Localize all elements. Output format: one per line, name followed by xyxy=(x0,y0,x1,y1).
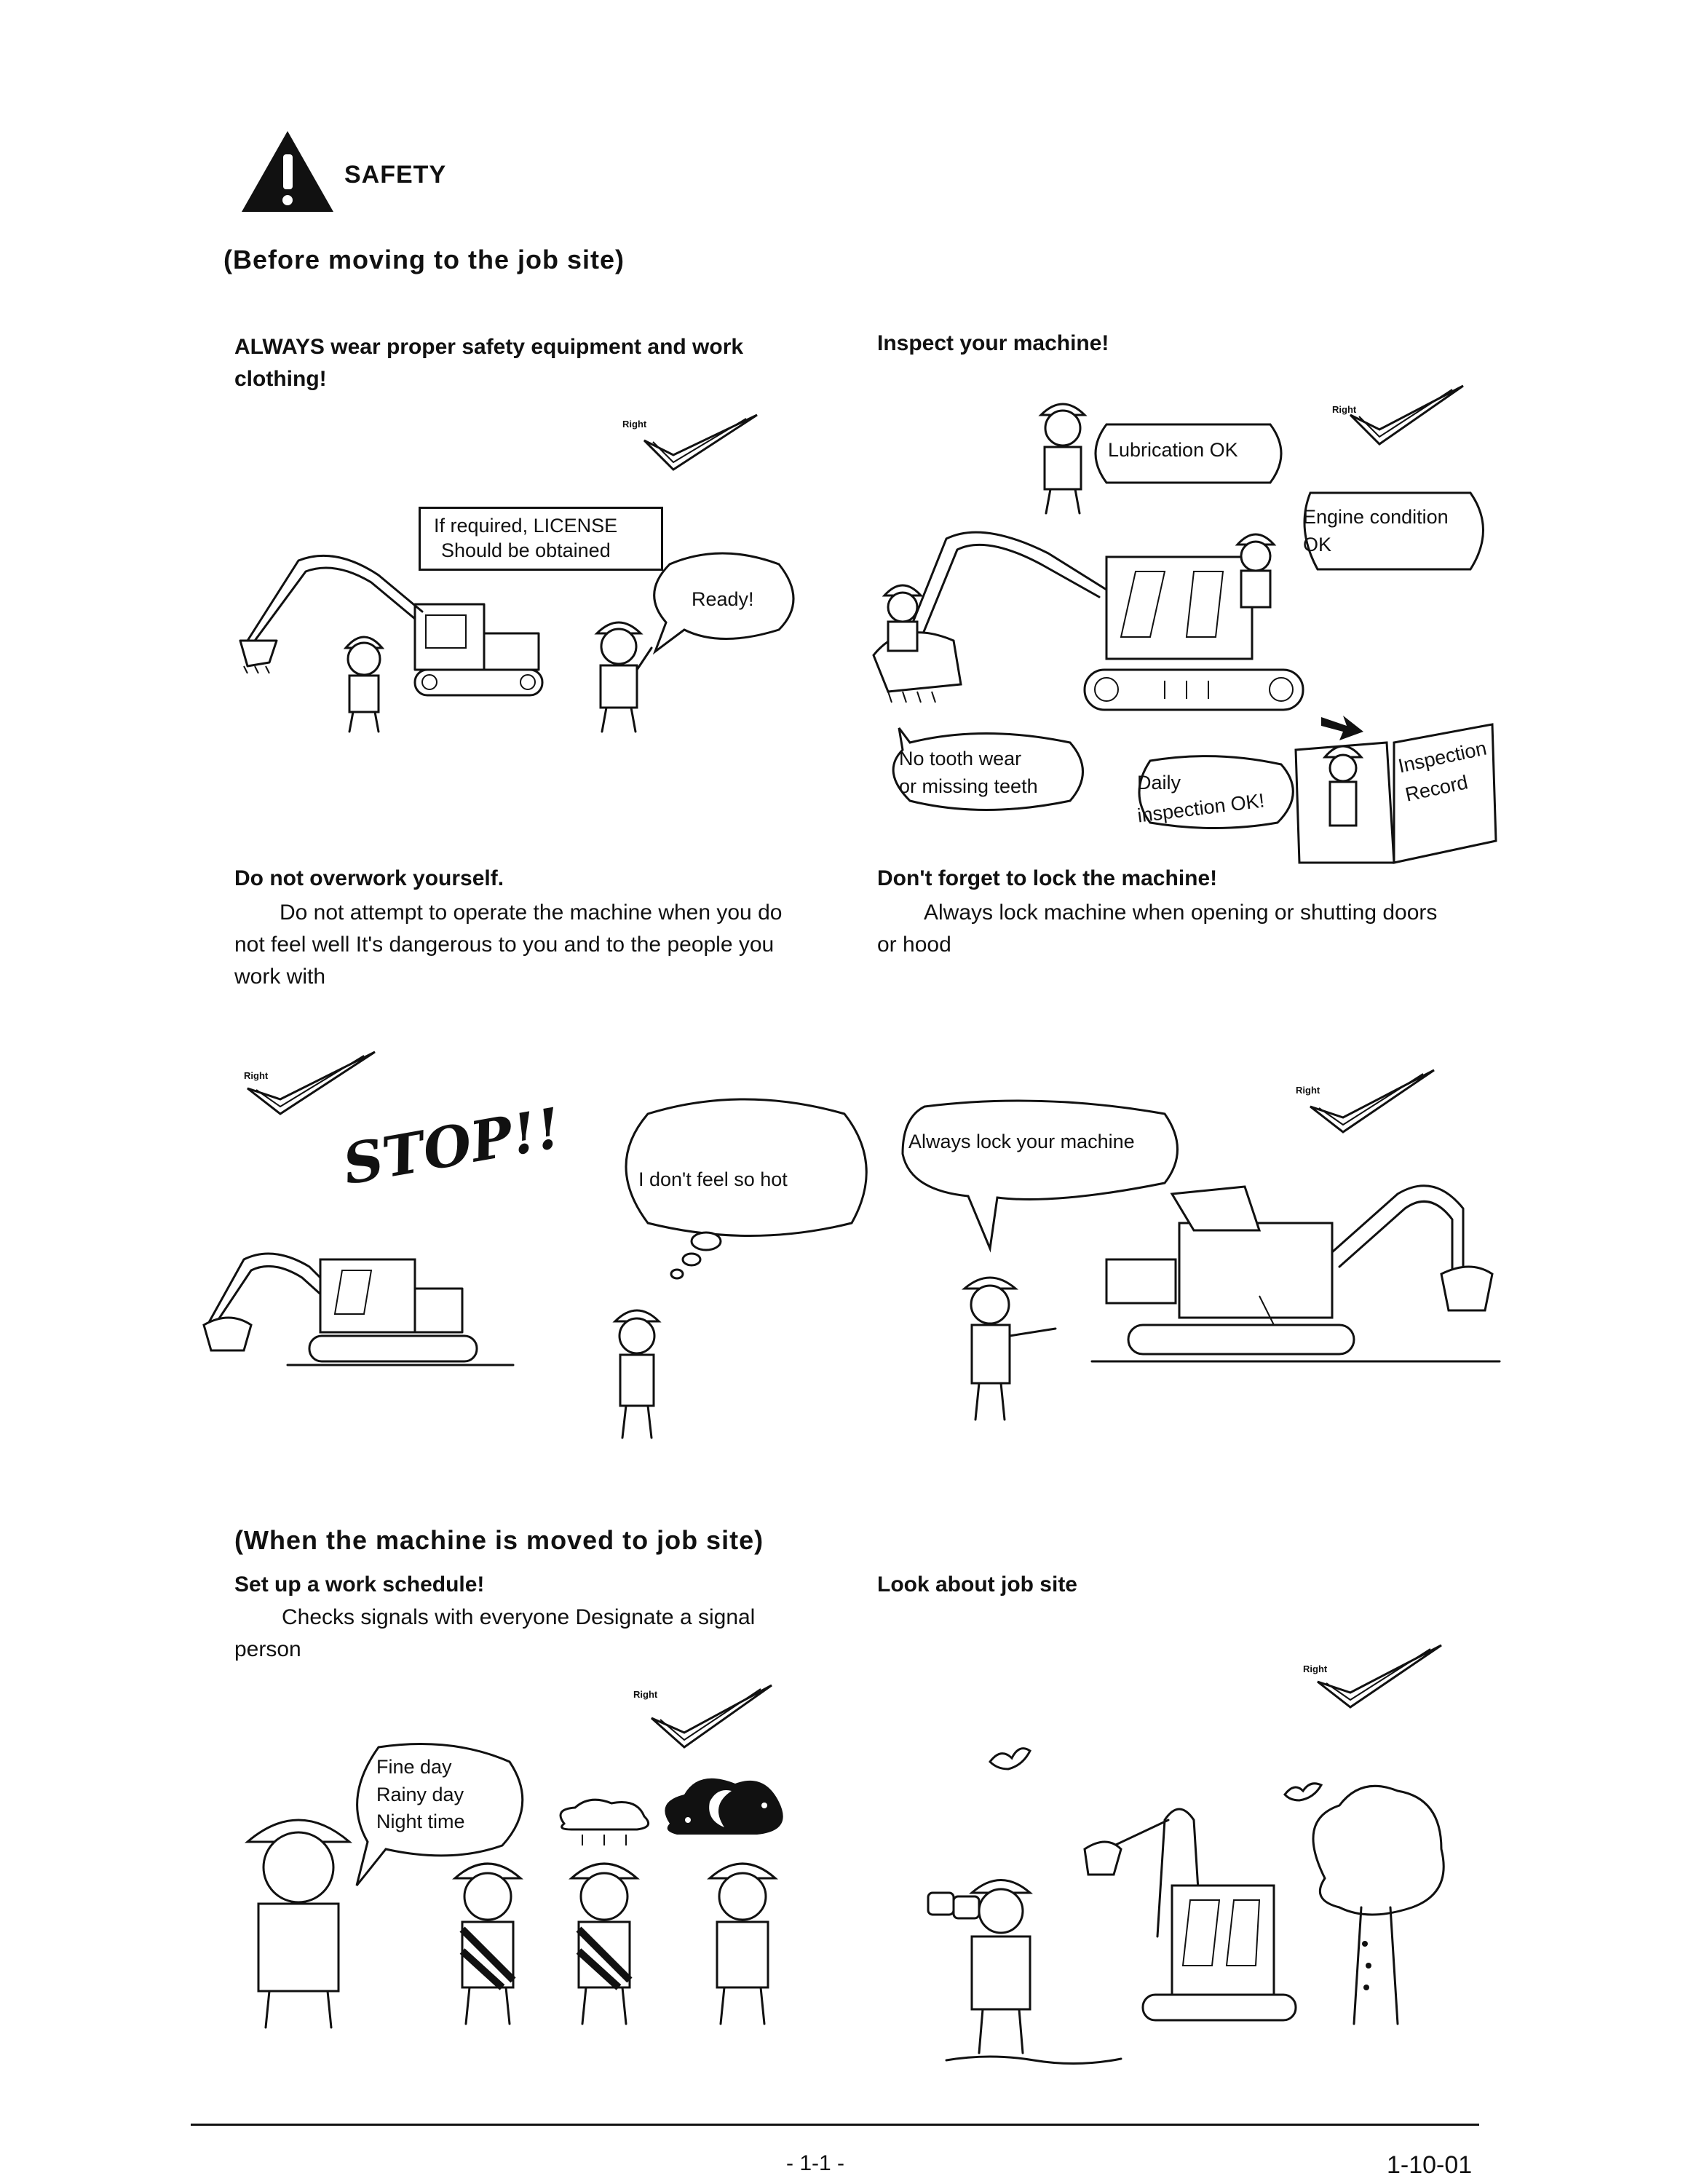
panel-heading-lock: Don't forget to lock the machine! xyxy=(877,866,1218,890)
panel-text-schedule: Checks signals with everyone Designate a signal person xyxy=(234,1605,756,1661)
panel-heading-look: Look about job site xyxy=(877,1572,1077,1597)
worker-with-binoculars-illustration xyxy=(921,1864,1052,2060)
panel-heading-overwork: Do not overwork yourself. xyxy=(234,866,504,890)
rain-cloud-icon xyxy=(553,1795,655,1853)
right-badge: Right xyxy=(1332,382,1470,451)
worker-illustration xyxy=(1223,524,1288,619)
panel-text-lock: Always lock machine when opening or shutting doors or hood xyxy=(877,901,1438,957)
worker-illustration xyxy=(553,1849,655,2031)
ready-bubble-text: Ready! xyxy=(692,588,754,610)
worker-illustration xyxy=(437,1849,539,2031)
arrow-icon xyxy=(1321,710,1365,743)
tree-illustration xyxy=(1296,1776,1456,2031)
section-heading-moved: (When the machine is moved to job site) xyxy=(234,1525,764,1555)
worker-illustration xyxy=(870,575,935,662)
lubrication-bubble-text: Lubrication OK xyxy=(1108,439,1238,461)
panel-heading-schedule: Set up a work schedule! xyxy=(234,1572,485,1597)
panel-text-overwork: Do not attempt to operate the machine when you do not feel well It's dangerous to you and to the people you work with xyxy=(234,901,783,989)
teeth-bubble-text-1: No tooth wear xyxy=(899,748,1022,769)
bird-icon xyxy=(986,1740,1037,1776)
engine-bubble-text-2: OK xyxy=(1303,534,1332,555)
document-code: 1-10-01 xyxy=(1387,2151,1473,2179)
section-heading-before: (Before moving to the job site) xyxy=(223,245,625,274)
stop-text: STOP!! xyxy=(338,1095,566,1198)
excavator-illustration xyxy=(200,1230,528,1376)
panel-heading-equipment: ALWAYS wear proper safety equipment and work clothing! xyxy=(234,335,744,391)
engine-bubble-text-1: Engine condition xyxy=(1303,506,1449,528)
warning-triangle-icon xyxy=(240,130,335,213)
worker-illustration xyxy=(331,626,397,735)
page-number: - 1-1 - xyxy=(786,2151,845,2175)
worker-illustration xyxy=(226,1798,371,2031)
record-text-1: Inspection xyxy=(1396,737,1489,778)
right-badge: Right xyxy=(240,1048,386,1121)
schedule-bubble-text-2: Rainy day xyxy=(376,1784,464,1805)
worker-illustration xyxy=(579,612,659,735)
excavator-illustration xyxy=(1092,1165,1500,1369)
schedule-bubble-text-3: Night time xyxy=(376,1811,465,1832)
daily-bubble-text-2: inspection OK! xyxy=(1136,789,1266,827)
excavator-illustration xyxy=(1041,1791,1332,2031)
right-badge: Right xyxy=(1303,1642,1449,1714)
right-badge: Right xyxy=(622,411,761,480)
thought-bubble-text: I don't feel so hot xyxy=(638,1168,788,1190)
worker-illustration xyxy=(946,1267,1063,1427)
schedule-bubble-text-1: Fine day xyxy=(376,1756,452,1778)
record-text-2: Record xyxy=(1403,771,1470,806)
lock-bubble-text: Always lock your machine xyxy=(908,1131,1135,1152)
worker-illustration xyxy=(1023,393,1103,517)
right-badge: Right xyxy=(633,1682,779,1754)
page-title: SAFETY xyxy=(344,161,447,189)
panel-heading-inspect: Inspect your machine! xyxy=(877,331,1109,355)
worker-illustration xyxy=(692,1849,793,2031)
footer-rule xyxy=(191,2124,1479,2126)
speech-bubble xyxy=(881,728,1092,815)
right-badge: Right xyxy=(1296,1067,1441,1139)
ground-line xyxy=(946,2053,1121,2068)
daily-bubble-text-1: Daily xyxy=(1137,772,1181,794)
teeth-bubble-text-2: or missing teeth xyxy=(899,775,1038,797)
license-sign: If required, LICENSE Should be obtained xyxy=(419,507,663,571)
worker-illustration xyxy=(597,1299,677,1445)
night-cloud-icon xyxy=(655,1765,793,1853)
